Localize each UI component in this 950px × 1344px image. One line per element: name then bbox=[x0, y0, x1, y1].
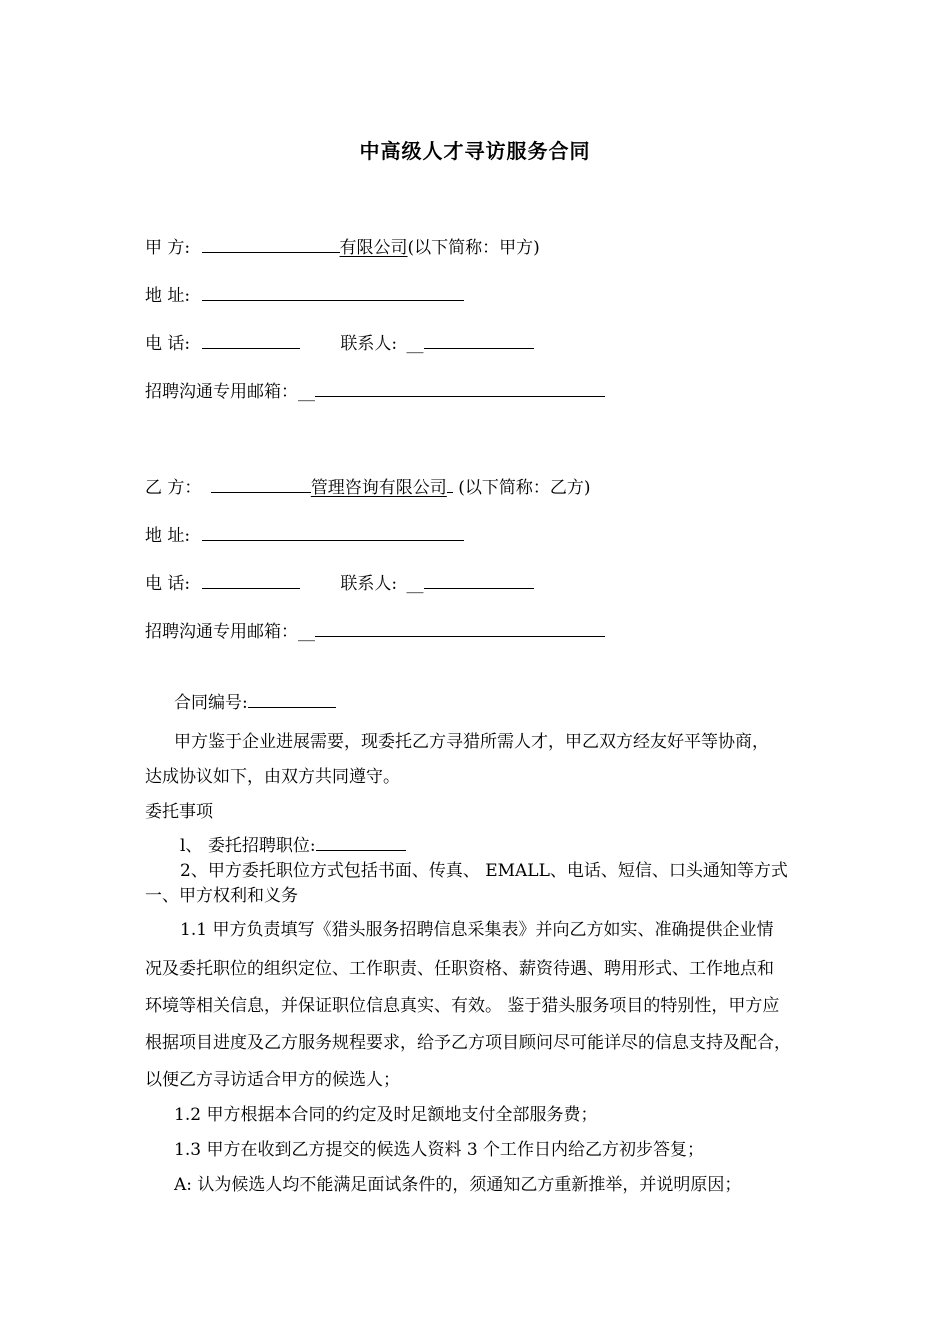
party-a-email-blank[interactable] bbox=[315, 380, 605, 397]
party-b-address-blank[interactable] bbox=[202, 524, 464, 541]
party-b-address-line bbox=[145, 524, 464, 547]
party-a-phone-line bbox=[145, 332, 534, 355]
clause-1-1-line-4: 根据项目进度及乙方服务规程要求，给予乙方项目顾问尽可能详尽的信息支持及配合， bbox=[145, 1033, 791, 1053]
clause-a: A: 认为候选人均不能满足面试条件的，须通知乙方重新推举，并说明原因； bbox=[174, 1175, 742, 1195]
party-a-company-suffix: 有限公司 bbox=[339, 238, 408, 258]
contract-no-label: 合同编号: bbox=[174, 693, 248, 713]
contract-no-line bbox=[174, 691, 336, 714]
contract-no-blank[interactable] bbox=[248, 691, 336, 708]
clause-1-1-line-5: 以便乙方寻访适合甲方的候选人； bbox=[145, 1070, 400, 1090]
intro-line-2: 达成协议如下，由双方共同遵守。 bbox=[145, 767, 400, 787]
entrust-item-2: 2、甲方委托职位方式包括书面、传真、 EMALL、电话、短信、口头通知等方式 bbox=[180, 861, 788, 881]
party-a-line bbox=[145, 236, 540, 259]
entrust-item-1 bbox=[180, 834, 406, 857]
party-b-contact-prefix: __ bbox=[406, 574, 424, 594]
party-b-email-label: 招聘沟通专用邮箱：__ bbox=[145, 622, 315, 642]
party-b-phone-line bbox=[145, 572, 534, 595]
contract-title: 中高级人才寻访服务合同 bbox=[359, 139, 591, 163]
party-b-name-blank[interactable] bbox=[211, 476, 311, 493]
party-b-line bbox=[145, 476, 590, 499]
party-b-email-blank[interactable] bbox=[315, 620, 605, 637]
party-b-label: 乙 方： bbox=[145, 478, 202, 498]
party-a-email-line bbox=[145, 380, 605, 403]
party-b-contact-label: 联系人: bbox=[340, 574, 398, 594]
party-b-phone-blank[interactable] bbox=[202, 572, 300, 589]
party-a-address-blank[interactable] bbox=[202, 284, 464, 301]
party-a-email-label: 招聘沟通专用邮箱：__ bbox=[145, 382, 315, 402]
entrust-heading: 委托事项 bbox=[145, 802, 213, 822]
party-a-address-label: 地 址: bbox=[145, 286, 191, 306]
clause-1-2: 1.2 甲方根据本合同的约定及时足额地支付全部服务费； bbox=[174, 1105, 598, 1125]
party-b-note: (以下简称：乙方) bbox=[452, 478, 591, 498]
party-a-contact-blank[interactable] bbox=[424, 332, 534, 349]
party-a-phone-label: 电 话: bbox=[145, 334, 191, 354]
party-a-label: 甲 方: bbox=[145, 238, 191, 258]
party-a-note: (以下简称：甲方) bbox=[407, 238, 540, 258]
party-a-address-line bbox=[145, 284, 464, 307]
party-b-company-suffix: 管理咨询有限公司 bbox=[310, 478, 447, 498]
entrust-item-1-label: l、 委托招聘职位: bbox=[180, 836, 316, 856]
clause-1-1-line-2: 况及委托职位的组织定位、工作职责、任职资格、薪资待遇、聘用形式、工作地点和 bbox=[145, 959, 774, 979]
party-b-address-label: 地 址: bbox=[145, 526, 191, 546]
clause-1-1-line-3: 环境等相关信息，并保证职位信息真实、有效。 鉴于猎头服务项目的特别性，甲方应 bbox=[145, 996, 780, 1016]
party-a-phone-blank[interactable] bbox=[202, 332, 300, 349]
clause-1-3: 1.3 甲方在收到乙方提交的候选人资料 3 个工作日内给乙方初步答复； bbox=[174, 1140, 705, 1160]
entrust-position-blank[interactable] bbox=[316, 834, 406, 851]
party-a-name-blank[interactable] bbox=[202, 236, 340, 253]
clause-1-1-line-1: 1.1 甲方负责填写《猎头服务招聘信息采集表》并向乙方如实、准确提供企业情 bbox=[180, 920, 774, 940]
party-a-contact-prefix: __ bbox=[406, 334, 424, 354]
party-b-email-line bbox=[145, 620, 605, 643]
intro-line-1: 甲方鉴于企业进展需要，现委托乙方寻猎所需人才，甲乙双方经友好平等协商， bbox=[174, 732, 769, 752]
section-1-heading: 一、甲方权利和义务 bbox=[145, 886, 298, 906]
party-b-contact-blank[interactable] bbox=[424, 572, 534, 589]
party-b-phone-label: 电 话: bbox=[145, 574, 191, 594]
party-a-contact-label: 联系人: bbox=[340, 334, 398, 354]
